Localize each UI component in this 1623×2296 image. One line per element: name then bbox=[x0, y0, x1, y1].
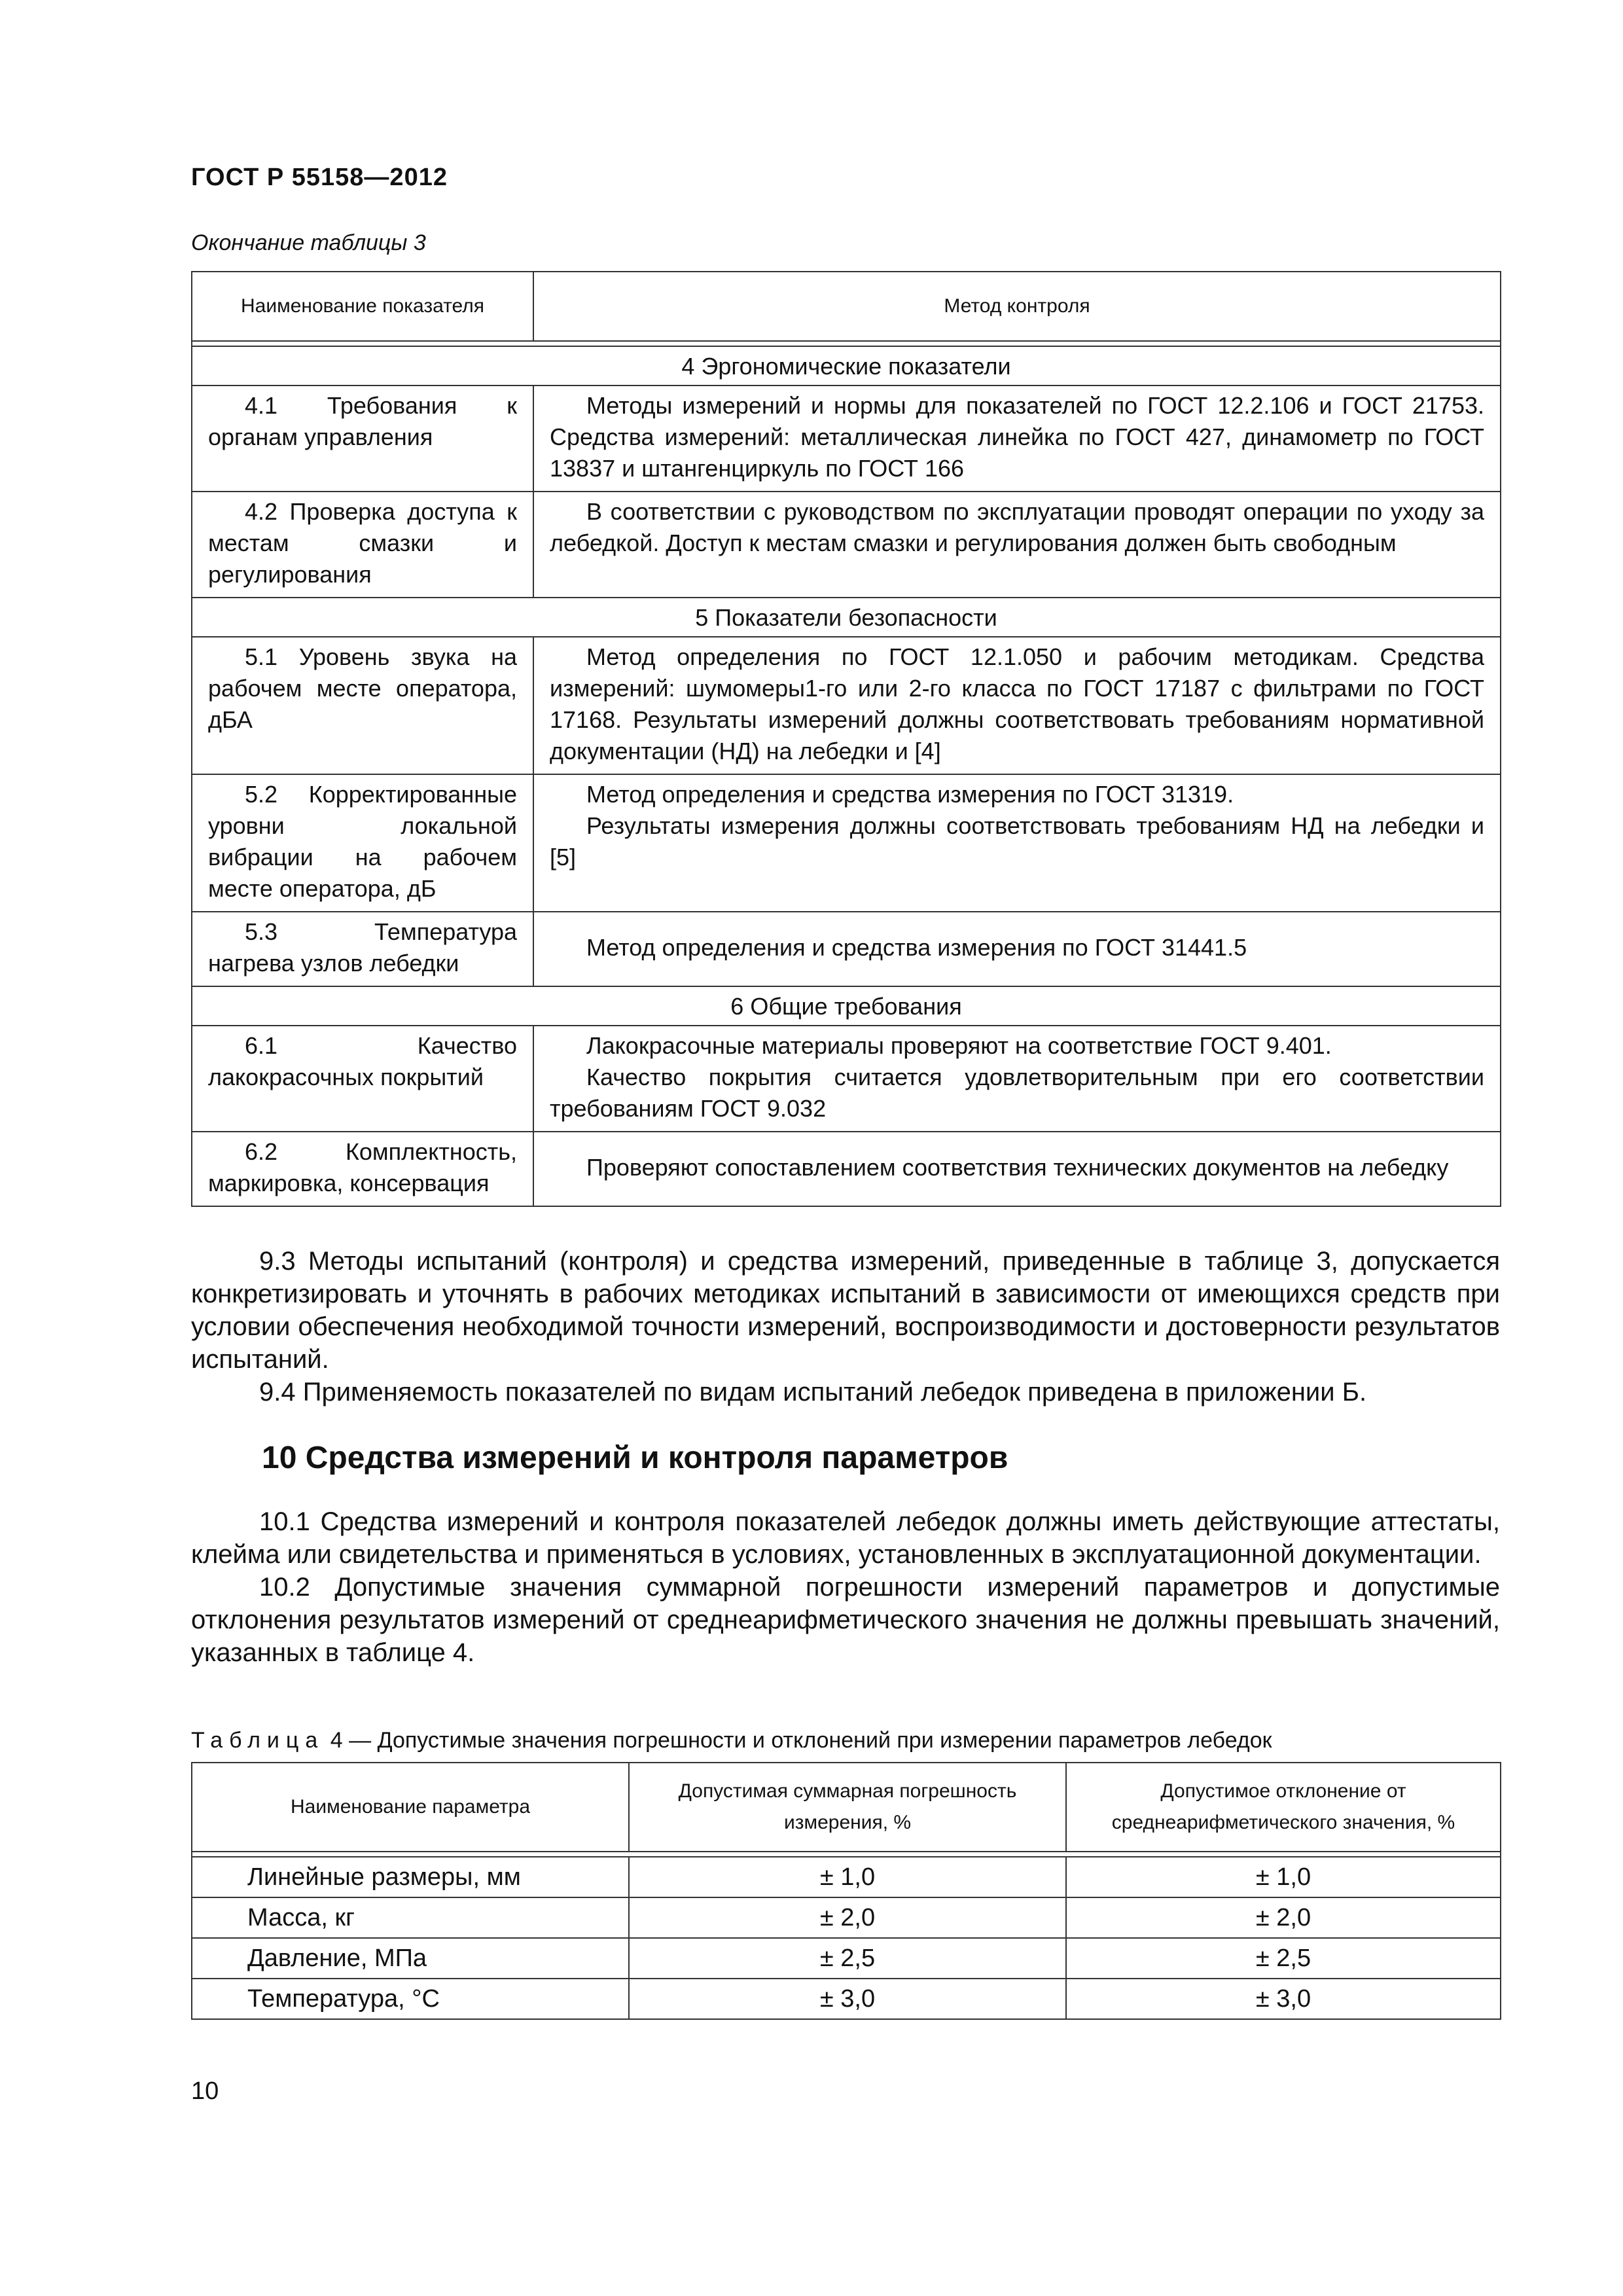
table-4 bbox=[191, 1762, 1501, 2020]
table3-body bbox=[192, 341, 1501, 1206]
table3-row bbox=[192, 386, 1501, 492]
table4-parameter-name: Температура, °С bbox=[192, 1979, 629, 2019]
table3-row bbox=[192, 637, 1501, 774]
table3-row bbox=[192, 492, 1501, 598]
table3-method-text: Проверяют сопоставлением соответствия технических документов на лебедку bbox=[586, 1154, 1449, 1181]
table3-method-text: Методы измерений и нормы для показателей по ГОСТ 12.2.106 и ГОСТ 21753. Средства измерений: металлическая линейка по ГОСТ 427, динамометр по ГОСТ 13837 и штангенциркуль по ГОСТ 166 bbox=[550, 392, 1484, 482]
table3-header-name: Наименование показателя bbox=[192, 272, 533, 341]
section-9-paragraphs bbox=[191, 1245, 1500, 1408]
section-10-paragraphs bbox=[191, 1505, 1500, 1669]
table3-indicator-name: 5.3 Температура нагрева узлов лебедки bbox=[192, 912, 533, 986]
table4-parameter-name: Масса, кг bbox=[192, 1897, 629, 1938]
table3-section-title: 5 Показатели безопасности bbox=[192, 598, 1501, 637]
table3-method-cell bbox=[533, 492, 1501, 598]
table3-method-text: Метод определения по ГОСТ 12.1.050 и рабочим методикам. Средства измерений: шумомеры1-го или 2-го класса по ГОСТ 17187 с фильтрами по ГОСТ 17168. Результаты измерений должны соответствовать требованиям нормативной документации (НД) на лебедки и [4] bbox=[550, 643, 1484, 764]
table4-deviation-value: ± 1,0 bbox=[1066, 1857, 1501, 1897]
section-10-title: 10 Средства измерений и контроля параметров bbox=[262, 1441, 1008, 1475]
table4-header-deviation: Допустимое отклонение от среднеарифметического значения, % bbox=[1066, 1763, 1501, 1852]
table3-indicator-name: 5.2 Корректированные уровни локальной вибрации на рабочем месте оператора, дБ bbox=[192, 774, 533, 912]
table4-error-value: ± 2,0 bbox=[629, 1897, 1066, 1938]
table4-deviation-value: ± 2,5 bbox=[1066, 1938, 1501, 1979]
table3-method-cell bbox=[533, 1026, 1501, 1132]
table3-header-method: Метод контроля bbox=[533, 272, 1501, 341]
table3-method-cell bbox=[533, 774, 1501, 912]
table3-method-text: Лакокрасочные материалы проверяют на соответствие ГОСТ 9.401. bbox=[586, 1032, 1332, 1059]
table3-indicator-name: 4.1 Требования к органам управления bbox=[192, 386, 533, 492]
paragraph-9-4: 9.4 Применяемость показателей по видам испытаний лебедок приведена в приложении Б. bbox=[259, 1378, 1367, 1407]
table4-parameter-name: Линейные размеры, мм bbox=[192, 1857, 629, 1897]
table3-row bbox=[192, 912, 1501, 986]
table4-deviation-value: ± 3,0 bbox=[1066, 1979, 1501, 2019]
paragraph-10-2: 10.2 Допустимые значения суммарной погрешности измерений параметров и допустимые отклонения результатов измерений от среднеарифметического значения не должны превышать значений, указанных в таблице 4. bbox=[191, 1573, 1500, 1667]
table4-row bbox=[192, 1857, 1501, 1897]
table3-section-title: 6 Общие требования bbox=[192, 986, 1501, 1026]
table4-parameter-name: Давление, МПа bbox=[192, 1938, 629, 1979]
table4-body bbox=[192, 1852, 1501, 2019]
document-header: ГОСТ Р 55158—2012 bbox=[191, 164, 448, 191]
table4-header-parameter: Наименование параметра bbox=[192, 1763, 629, 1852]
table3-row bbox=[192, 1132, 1501, 1206]
table4-caption-label: Таблица bbox=[191, 1728, 325, 1753]
table3-section-title: 4 Эргономические показатели bbox=[192, 346, 1501, 386]
table4-row bbox=[192, 1897, 1501, 1938]
table4-error-value: ± 1,0 bbox=[629, 1857, 1066, 1897]
table3-indicator-name: 5.1 Уровень звука на рабочем месте оператора, дБА bbox=[192, 637, 533, 774]
table3-indicator-name: 6.2 Комплектность, маркировка, консервация bbox=[192, 1132, 533, 1206]
table3-method-cell bbox=[533, 386, 1501, 492]
table3-continuation-caption: Окончание таблицы 3 bbox=[191, 230, 426, 255]
table3-method-text: Качество покрытия считается удовлетворительным при его соответствии требованиям ГОСТ 9.032 bbox=[550, 1064, 1484, 1122]
table3-method-text: Метод определения и средства измерения по ГОСТ 31319. bbox=[586, 781, 1234, 808]
table4-deviation-value: ± 2,0 bbox=[1066, 1897, 1501, 1938]
table3-method-text: Результаты измерения должны соответствовать требованиям НД на лебедки и [5] bbox=[550, 812, 1484, 870]
table3-indicator-name: 4.2 Проверка доступа к местам смазки и регулирования bbox=[192, 492, 533, 598]
paragraph-10-1: 10.1 Средства измерений и контроля показателей лебедок должны иметь действующие аттестаты, клейма или свидетельства и применяться в условиях, установленных в эксплуатационной документации. bbox=[191, 1507, 1500, 1569]
table3-header-separator bbox=[192, 341, 1501, 346]
table4-error-value: ± 3,0 bbox=[629, 1979, 1066, 2019]
paragraph-9-3: 9.3 Методы испытаний (контроля) и средства измерений, приведенные в таблице 3, допускается конкретизировать и уточнять в рабочих методиках испытаний в зависимости от имеющихся средств при условии обеспечения необходимой точности измерений, воспроизводимости и достоверности результатов испытаний. bbox=[191, 1247, 1500, 1374]
table4-row bbox=[192, 1938, 1501, 1979]
page-number: 10 bbox=[191, 2077, 219, 2105]
table3-method-text: Метод определения и средства измерения по ГОСТ 31441.5 bbox=[586, 934, 1247, 961]
table3-row bbox=[192, 1026, 1501, 1132]
table4-header-separator bbox=[192, 1852, 1501, 1857]
table3-method-cell bbox=[533, 637, 1501, 774]
table4-caption bbox=[191, 1728, 1272, 1753]
table4-error-value: ± 2,5 bbox=[629, 1938, 1066, 1979]
table4-row bbox=[192, 1979, 1501, 2019]
table3-row bbox=[192, 774, 1501, 912]
table3-method-text: В соответствии с руководством по эксплуатации проводят операции по уходу за лебедкой. Доступ к местам смазки и регулирования должен быть свободным bbox=[550, 498, 1484, 556]
table4-header-error: Допустимая суммарная погрешность измерения, % bbox=[629, 1763, 1066, 1852]
table3-method-cell bbox=[533, 1132, 1501, 1206]
table4-caption-text: 4 — Допустимые значения погрешности и отклонений при измерении параметров лебедок bbox=[330, 1728, 1272, 1753]
table3-indicator-name: 6.1 Качество лакокрасочных покрытий bbox=[192, 1026, 533, 1132]
table3-method-cell bbox=[533, 912, 1501, 986]
table-3 bbox=[191, 271, 1501, 1207]
